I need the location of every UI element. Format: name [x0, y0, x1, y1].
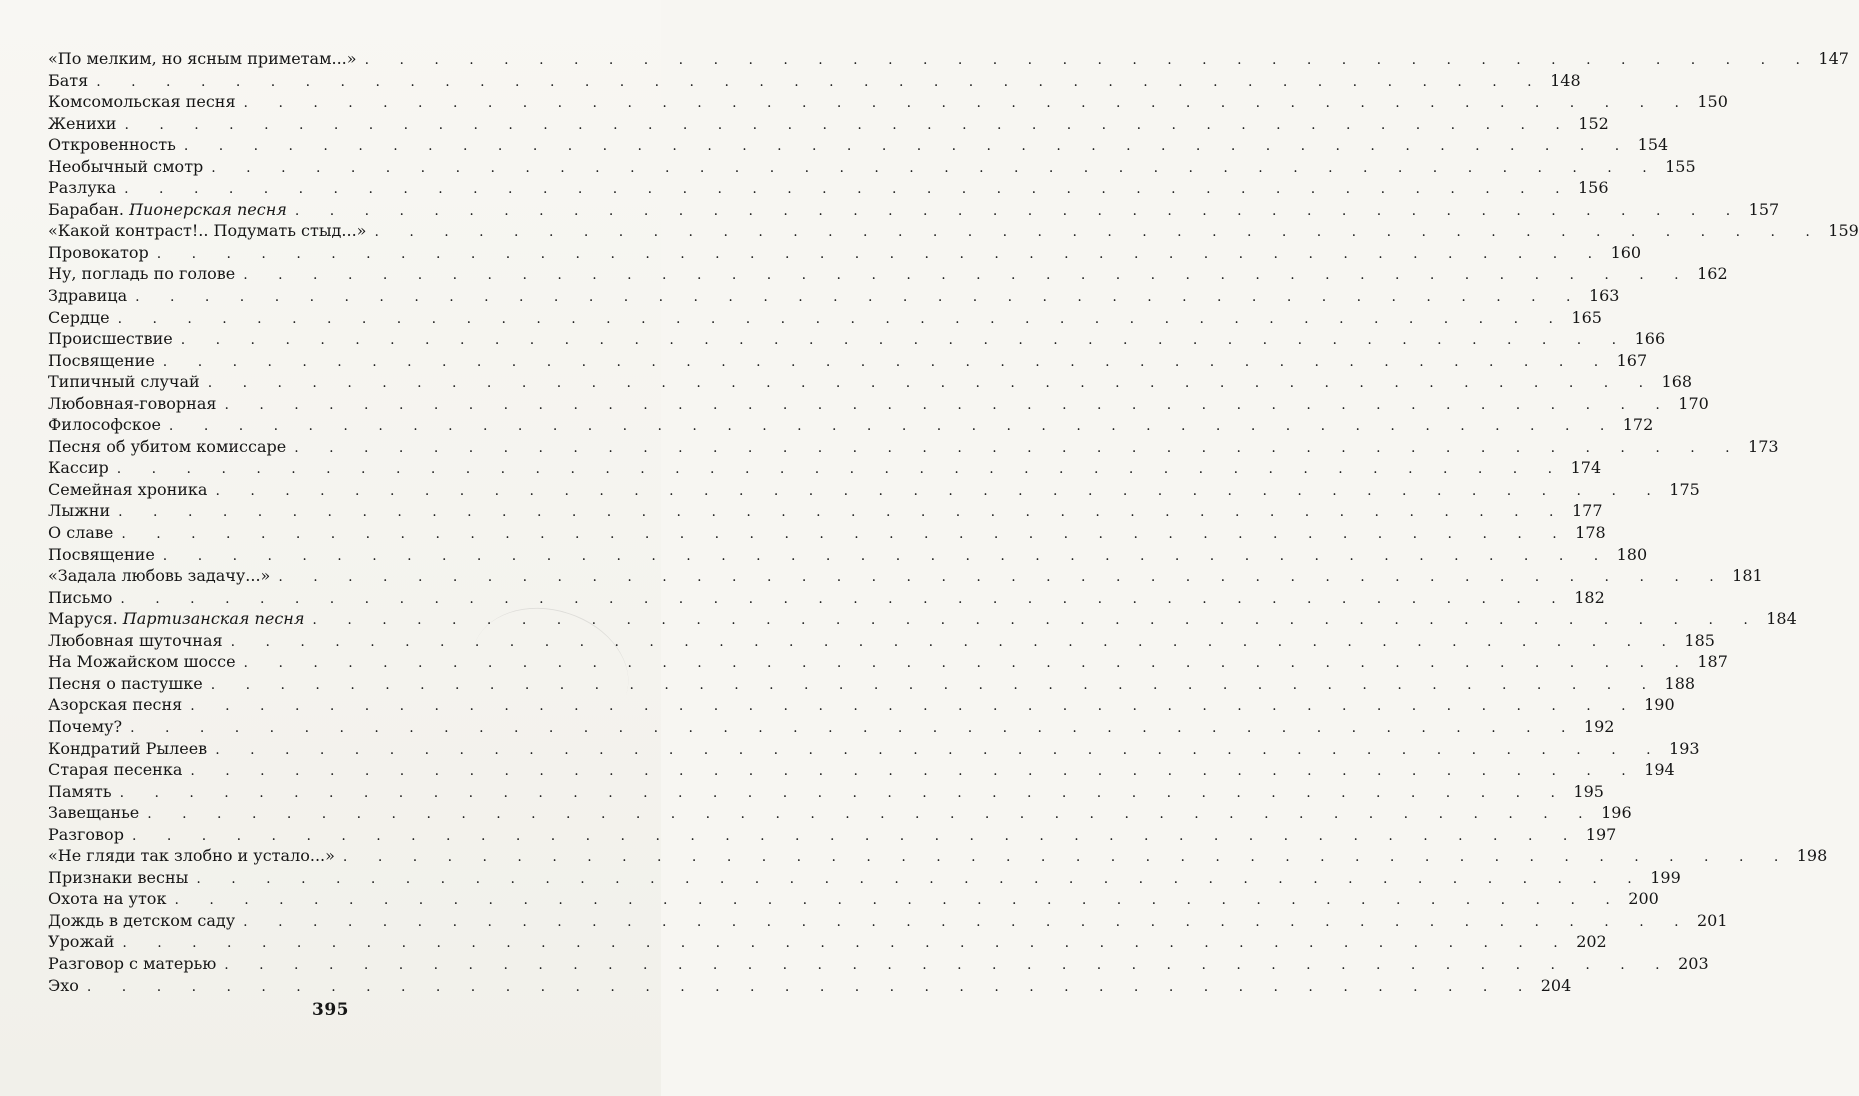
toc-entry-title-text: Женихи: [48, 113, 117, 133]
toc-entry-title-text: Любовная шуточная: [48, 630, 223, 650]
toc-entry-page: 178: [1575, 523, 1606, 543]
toc-entry-title: [48, 716, 122, 738]
toc-entry-page: 187: [1697, 652, 1728, 672]
toc-entry-page: 165: [1571, 307, 1602, 327]
toc-entry-title-text: «Задала любовь задачу...»: [48, 566, 271, 586]
toc-entry-title-text: Происшествие: [48, 329, 173, 349]
toc-entry-title: [48, 608, 304, 630]
toc-dot-leader: . . . . . . . . . . . . . . . . . . . . . . . . . . . . . . . . . . . . . . . . . .: [374, 224, 1823, 241]
toc-entry-page: 185: [1684, 630, 1715, 650]
toc-entry-title: [48, 694, 182, 716]
toc-entry: [48, 802, 1632, 824]
toc-entry-title: [48, 393, 216, 415]
toc-entry-title-text: «По мелким, но ясным приметам...»: [48, 49, 357, 68]
toc-entry: [48, 781, 1604, 803]
toc-entry: [48, 522, 1606, 544]
toc-entry-title: [48, 651, 236, 673]
toc-entry-page: 193: [1669, 738, 1700, 758]
toc-entry: [48, 500, 1603, 522]
toc-entry-page: 177: [1571, 501, 1603, 521]
toc-entry-page: 156: [1577, 178, 1609, 198]
toc-entry-title: [48, 436, 286, 458]
toc-entry-title-text: Завещанье: [48, 803, 140, 823]
toc-entry-title-text: Лыжни: [48, 501, 111, 521]
toc-entry-title: [48, 845, 335, 867]
toc-dot-leader: . . . . . . . . . . . . . . . . . . . . . . . . . . . . . . . . . . . . . . . . . .: [168, 418, 1618, 435]
toc-entry: [48, 307, 1602, 329]
toc-entry-title-text: Посвящение: [48, 544, 155, 564]
toc-entry: [48, 48, 1849, 70]
toc-entry-page: 196: [1601, 803, 1632, 823]
toc-entry-title: [48, 888, 166, 910]
toc-entry: [48, 824, 1617, 846]
toc-entry: [48, 867, 1681, 889]
toc-entry-page: 204: [1540, 975, 1572, 995]
toc-entry-title: [48, 544, 155, 566]
toc-dot-leader: . . . . . . . . . . . . . . . . . . . . . . . . . . . . . . . . . . . . . . . . . .: [121, 526, 1570, 543]
toc-dot-leader: . . . . . . . . . . . . . . . . . . . . . . . . . . . . . . . . . . . . . . . . . .: [294, 202, 1744, 219]
toc-entry-title: [48, 457, 109, 479]
toc-entry-title-text: Разговор: [48, 824, 124, 844]
toc-entry-page: 166: [1634, 329, 1666, 349]
toc-entry-title-text: Сердце: [48, 307, 110, 327]
toc-entry-title-text: Азорская песня: [48, 695, 183, 715]
toc-dot-leader: . . . . . . . . . . . . . . . . . . . . . . . . . . . . . . . . . . . . . . . . . .: [96, 73, 1545, 90]
toc-entry-title: [48, 824, 124, 846]
toc-entry-title-text: Урожай: [48, 932, 115, 952]
toc-entry-page: 182: [1574, 587, 1605, 607]
toc-entry-title: [48, 931, 114, 953]
toc-entry-page: 148: [1550, 70, 1581, 90]
toc-entry-title-text: Письмо: [48, 587, 113, 607]
toc-dot-leader: . . . . . . . . . . . . . . . . . . . . . . . . . . . . . . . . . . . . . . . . . .: [224, 956, 1673, 973]
toc-entry-title: [48, 630, 223, 652]
toc-entry-title: [48, 587, 112, 609]
toc-entry: [48, 263, 1728, 285]
toc-entry-title: [48, 738, 207, 760]
toc-entry-title-text: Посвящение: [48, 350, 155, 370]
toc-entry-title: [48, 371, 200, 393]
toc-dot-leader: . . . . . . . . . . . . . . . . . . . . . . . . . . . . . . . . . . . . . . . . . .: [210, 676, 1660, 693]
toc-entry-title: [48, 220, 366, 242]
toc-entry-title: [48, 156, 203, 178]
toc-dot-leader: . . . . . . . . . . . . . . . . . . . . . . . . . . . . . . . . . . . . . . . . . .: [243, 913, 1692, 930]
toc-entry-title-text: Кассир: [48, 458, 109, 478]
toc-entry-title: [48, 500, 110, 522]
toc-dot-leader: . . . . . . . . . . . . . . . . . . . . . . . . . . . . . . . . . . . . . . . . . .: [120, 590, 1569, 607]
toc-entry: [48, 544, 1648, 566]
toc-entry-page: 163: [1588, 286, 1620, 306]
toc-entry-page: 175: [1669, 479, 1700, 499]
toc-entry-title: [48, 177, 116, 199]
table-of-contents: [48, 48, 1859, 996]
toc-entry: [48, 436, 1779, 458]
toc-entry-subtitle: Пионерская песня: [124, 199, 287, 219]
toc-entry-title: [48, 673, 203, 695]
toc-entry-title-text: Комсомольская песня: [48, 92, 236, 112]
toc-entry-page: 192: [1583, 716, 1615, 736]
toc-entry-page: 202: [1576, 932, 1607, 952]
toc-entry-page: 147: [1818, 49, 1849, 68]
toc-entry: [48, 371, 1693, 393]
toc-entry: [48, 285, 1620, 307]
toc-entry: [48, 953, 1709, 975]
toc-entry-title: [48, 113, 116, 135]
toc-dot-leader: . . . . . . . . . . . . . . . . . . . . . . . . . . . . . . . . . . . . . . . . . .: [243, 95, 1692, 112]
toc-dot-leader: . . . . . . . . . . . . . . . . . . . . . . . . . . . . . . . . . . . . . . . . . .: [215, 482, 1664, 499]
toc-entry: [48, 738, 1700, 760]
toc-entry-title-text: Ну, погладь по голове: [48, 264, 236, 284]
toc-entry-title: [48, 759, 182, 781]
toc-entry: [48, 845, 1828, 867]
toc-entry-page: 159: [1828, 221, 1859, 241]
toc-dot-leader: . . . . . . . . . . . . . . . . . . . . . . . . . . . . . . . . . . . . . . . . . .: [278, 569, 1727, 586]
toc-entry-title-text: «Какой контраст!.. Подумать стыд...»: [48, 221, 367, 241]
toc-dot-leader: . . . . . . . . . . . . . . . . . . . . . . . . . . . . . . . . . . . . . . . . . .: [147, 806, 1596, 823]
toc-entry-page: 162: [1697, 264, 1728, 284]
toc-entry-page: 150: [1697, 92, 1728, 112]
toc-entry-page: 152: [1578, 113, 1609, 133]
toc-dot-leader: . . . . . . . . . . . . . . . . . . . . . . . . . . . . . . . . . . . . . . . . . .: [122, 935, 1571, 952]
toc-entry-title-text: Почему?: [48, 716, 123, 736]
toc-entry-page: 181: [1732, 566, 1763, 586]
toc-dot-leader: . . . . . . . . . . . . . . . . . . . . . . . . . . . . . . . . . . . . . . . . . .: [117, 310, 1566, 327]
toc-entry-subtitle: Партизанская песня: [117, 609, 305, 629]
toc-entry-title: [48, 802, 139, 824]
toc-entry-title: [48, 414, 161, 436]
toc-entry-title-text: Старая песенка: [48, 760, 183, 780]
toc-dot-leader: . . . . . . . . . . . . . . . . . . . . . . . . . . . . . . . . . . . . . . . . . .: [196, 870, 1645, 887]
toc-entry: [48, 156, 1696, 178]
toc-entry-title: [48, 91, 236, 113]
toc-entry-title-text: Кондратий Рылеев: [48, 738, 208, 758]
toc-dot-leader: . . . . . . . . . . . . . . . . . . . . . . . . . . . . . . . . . . . . . . . . . .: [124, 181, 1573, 198]
toc-dot-leader: . . . . . . . . . . . . . . . . . . . . . . . . . . . . . . . . . . . . . . . . . .: [207, 375, 1657, 392]
toc-entry-page: 203: [1678, 953, 1709, 973]
toc-entry: [48, 242, 1642, 264]
toc-entry-title: [48, 975, 79, 997]
toc-entry: [48, 457, 1602, 479]
toc-dot-leader: . . . . . . . . . . . . . . . . . . . . . . . . . . . . . . . . . . . . . . . . . .: [211, 159, 1660, 176]
toc-entry-title-text: Любовная-говорная: [48, 393, 217, 413]
toc-entry-page: 173: [1748, 436, 1779, 456]
toc-entry: [48, 91, 1728, 113]
toc-entry-title: [48, 350, 155, 372]
toc-dot-leader: . . . . . . . . . . . . . . . . . . . . . . . . . . . . . . . . . . . . . . . . . .: [162, 353, 1612, 370]
toc-entry-page: 184: [1766, 609, 1797, 629]
toc-entry-title-text: Батя: [48, 70, 89, 90]
toc-entry-page: 174: [1570, 458, 1602, 478]
toc-entry-title: [48, 242, 149, 264]
toc-entry-title-text: Типичный случай: [48, 372, 200, 392]
toc-dot-leader: . . . . . . . . . . . . . . . . . . . . . . . . . . . . . . . . . . . . . . . . . .: [243, 267, 1692, 284]
toc-entry: [48, 759, 1675, 781]
toc-entry-title: [48, 134, 176, 156]
toc-entry: [48, 328, 1666, 350]
toc-entry-title: [48, 263, 235, 285]
toc-dot-leader: . . . . . . . . . . . . . . . . . . . . . . . . . . . . . . . . . . . . . . . . . .: [312, 612, 1761, 629]
toc-entry: [48, 177, 1609, 199]
toc-entry-page: 167: [1616, 350, 1648, 370]
toc-entry: [48, 350, 1648, 372]
toc-dot-leader: . . . . . . . . . . . . . . . . . . . . . . . . . . . . . . . . . . . . . . . . . .: [174, 892, 1623, 909]
toc-entry: [48, 888, 1659, 910]
toc-entry-page: 180: [1616, 544, 1648, 564]
toc-entry-page: 201: [1697, 910, 1728, 930]
toc-entry-page: 188: [1664, 673, 1696, 693]
toc-entry: [48, 220, 1859, 242]
toc-entry-page: 197: [1585, 824, 1617, 844]
toc-entry: [48, 975, 1572, 997]
toc-entry-title: [48, 953, 216, 975]
toc-entry-title-text: О славе: [48, 523, 114, 543]
toc-entry-title: [48, 70, 88, 92]
toc-entry: [48, 716, 1615, 738]
toc-entry-title-text: Эхо: [48, 975, 79, 995]
toc-entry-page: 194: [1644, 760, 1675, 780]
toc-dot-leader: . . . . . . . . . . . . . . . . . . . . . . . . . . . . . . . . . . . . . . . . . .: [294, 439, 1743, 456]
toc-entry: [48, 414, 1654, 436]
toc-entry-page: 198: [1796, 846, 1828, 866]
toc-entry-title: [48, 781, 112, 803]
toc-entry-title-text: Дождь в детском саду: [48, 910, 236, 930]
toc-entry-title-text: Философское: [48, 415, 161, 435]
toc-dot-leader: . . . . . . . . . . . . . . . . . . . . . . . . . . . . . . . . . . . . . . . . . .: [183, 138, 1633, 155]
toc-entry-title-text: Признаки весны: [48, 867, 189, 887]
toc-entry: [48, 70, 1581, 92]
toc-entry: [48, 651, 1728, 673]
page-number: 395: [312, 1000, 349, 1020]
toc-dot-leader: . . . . . . . . . . . . . . . . . . . . . . . . . . . . . . . . . . . . . . . . . .: [124, 116, 1573, 133]
toc-dot-leader: . . . . . . . . . . . . . . . . . . . . . . . . . . . . . . . . . . . . . . . . . .: [342, 849, 1792, 866]
toc-entry-title-text: Провокатор: [48, 242, 149, 262]
toc-dot-leader: . . . . . . . . . . . . . . . . . . . . . . . . . . . . . . . . . . . . . . . . . .: [118, 504, 1567, 521]
toc-entry-page: 190: [1644, 695, 1675, 715]
toc-entry-page: 200: [1628, 889, 1659, 909]
toc-entry: [48, 931, 1607, 953]
toc-dot-leader: . . . . . . . . . . . . . . . . . . . . . . . . . . . . . . . . . . . . . . . . . .: [230, 633, 1679, 650]
toc-entry-title: [48, 199, 287, 221]
toc-dot-leader: . . . . . . . . . . . . . . . . . . . . . . . . . . . . . . . . . . . . . . . . . .: [162, 547, 1612, 564]
toc-entry: [48, 608, 1797, 630]
toc-entry-page: 154: [1637, 135, 1669, 155]
toc-entry-page: 170: [1678, 393, 1709, 413]
toc-entry-title-text: «Не гляди так злобно и устало...»: [48, 846, 335, 866]
toc-entry-page: 155: [1665, 156, 1696, 176]
toc-entry: [48, 673, 1696, 695]
toc-entry-title: [48, 307, 110, 329]
toc-entry: [48, 910, 1728, 932]
toc-entry-title: [48, 285, 127, 307]
toc-entry-page: 195: [1573, 781, 1604, 801]
toc-dot-leader: . . . . . . . . . . . . . . . . . . . . . . . . . . . . . . . . . . . . . . . . . .: [190, 698, 1639, 715]
toc-dot-leader: . . . . . . . . . . . . . . . . . . . . . . . . . . . . . . . . . . . . . . . . . .: [243, 655, 1692, 672]
toc-entry-title-text: Память: [48, 781, 112, 801]
toc-entry: [48, 479, 1700, 501]
toc-dot-leader: . . . . . . . . . . . . . . . . . . . . . . . . . . . . . . . . . . . . . . . . . .: [364, 52, 1813, 68]
toc-dot-leader: . . . . . . . . . . . . . . . . . . . . . . . . . . . . . . . . . . . . . . . . . .: [119, 784, 1568, 801]
toc-dot-leader: . . . . . . . . . . . . . . . . . . . . . . . . . . . . . . . . . . . . . . . . . .: [135, 289, 1584, 306]
toc-dot-leader: . . . . . . . . . . . . . . . . . . . . . . . . . . . . . . . . . . . . . . . . . .: [131, 827, 1581, 844]
toc-entry-title: [48, 328, 173, 350]
toc-entry-title: [48, 867, 188, 889]
toc-dot-leader: . . . . . . . . . . . . . . . . . . . . . . . . . . . . . . . . . . . . . . . . . .: [224, 396, 1673, 413]
toc-entry-page: 199: [1650, 867, 1681, 887]
toc-entry-title-text: Семейная хроника: [48, 479, 208, 499]
toc-entry-title-text: Барабан.: [48, 199, 124, 219]
toc-entry: [48, 565, 1763, 587]
toc-dot-leader: . . . . . . . . . . . . . . . . . . . . . . . . . . . . . . . . . . . . . . . . . .: [130, 719, 1579, 736]
toc-dot-leader: . . . . . . . . . . . . . . . . . . . . . . . . . . . . . . . . . . . . . . . . . .: [190, 763, 1639, 780]
toc-dot-leader: . . . . . . . . . . . . . . . . . . . . . . . . . . . . . . . . . . . . . . . . . .: [116, 461, 1566, 478]
toc-entry-title: [48, 522, 113, 544]
toc-entry-title-text: Маруся.: [48, 609, 118, 629]
toc-entry: [48, 587, 1605, 609]
toc-entry: [48, 113, 1609, 135]
toc-entry-title: [48, 479, 207, 501]
toc-entry-page: 160: [1610, 242, 1642, 262]
toc-entry: [48, 199, 1780, 221]
toc-entry-title-text: На Можайском шоссе: [48, 652, 236, 672]
toc-entry-title: [48, 910, 235, 932]
toc-entry-title-text: Необычный смотр: [48, 156, 204, 176]
toc-dot-leader: . . . . . . . . . . . . . . . . . . . . . . . . . . . . . . . . . . . . . . . . . .: [156, 245, 1606, 262]
toc-entry: [48, 630, 1715, 652]
toc-dot-leader: . . . . . . . . . . . . . . . . . . . . . . . . . . . . . . . . . . . . . . . . . .: [86, 978, 1536, 995]
toc-entry-title: [48, 48, 357, 70]
toc-entry-title-text: Здравица: [48, 286, 128, 306]
toc-entry-title-text: Песня о пастушке: [48, 673, 203, 693]
toc-entry-page: 172: [1622, 415, 1654, 435]
toc-entry-title-text: Разговор с матерью: [48, 953, 217, 973]
toc-entry: [48, 134, 1669, 156]
toc-dot-leader: . . . . . . . . . . . . . . . . . . . . . . . . . . . . . . . . . . . . . . . . . .: [215, 741, 1664, 758]
toc-entry-page: 157: [1748, 199, 1780, 219]
toc-entry-page: 168: [1661, 372, 1693, 392]
toc-entry-title-text: Откровенность: [48, 135, 176, 155]
toc-entry-title: [48, 565, 270, 587]
toc-entry-title-text: Разлука: [48, 178, 117, 198]
toc-entry-title-text: Охота на уток: [48, 889, 167, 909]
toc-dot-leader: . . . . . . . . . . . . . . . . . . . . . . . . . . . . . . . . . . . . . . . . . .: [180, 332, 1630, 349]
toc-entry: [48, 694, 1675, 716]
toc-entry-title-text: Песня об убитом комиссаре: [48, 436, 287, 456]
toc-entry: [48, 393, 1709, 415]
